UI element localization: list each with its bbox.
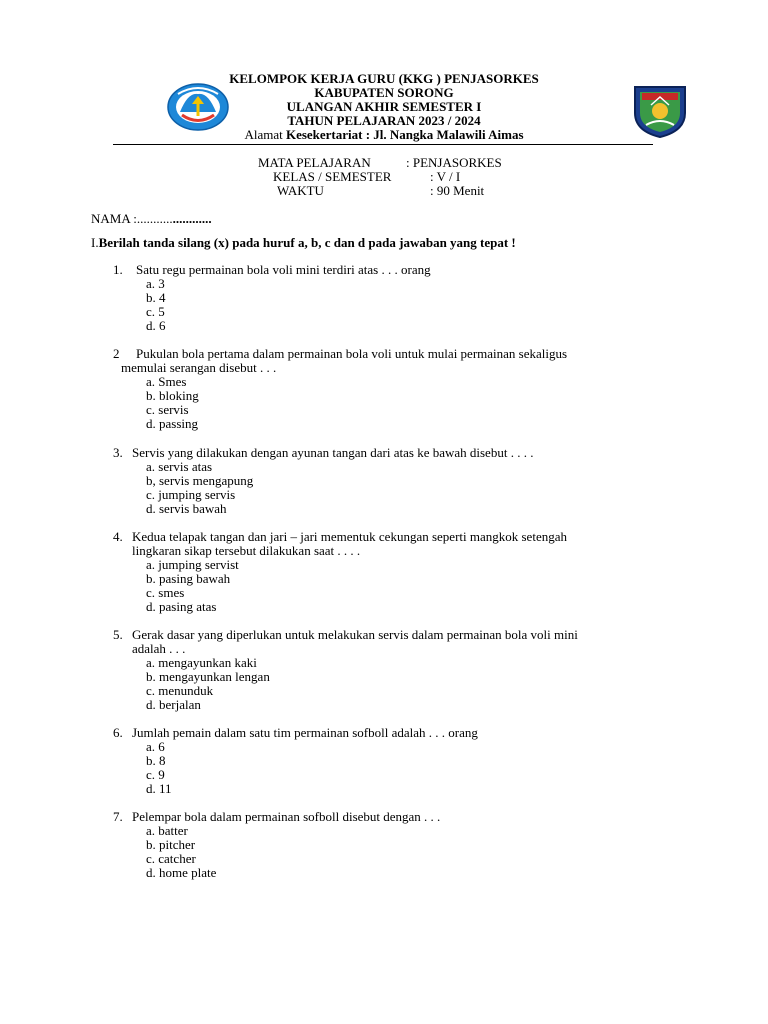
name-dots-bold: ............ (172, 211, 212, 226)
class-label: KELAS / SEMESTER (273, 169, 392, 184)
address-prefix: Alamat (244, 127, 286, 142)
time-value: : 90 Menit (430, 183, 485, 198)
header-regency: KABUPATEN SORONG (314, 85, 454, 100)
subject-label: MATA PELAJARAN (258, 155, 371, 170)
option-b: b. pasing bawah (146, 571, 231, 586)
address-value: Kesekertariat : Jl. Nangka Malawili Aimas (285, 127, 524, 142)
question-text-line-2: lingkaran sikap tersebut dilakukan saat . . . . (132, 543, 361, 558)
option-c: c. 5 (146, 304, 165, 319)
option-a: a. mengayunkan kaki (146, 655, 257, 670)
instruction-prefix: I. (91, 235, 99, 250)
option-d: d. home plate (146, 865, 217, 880)
header-divider (113, 144, 653, 145)
name-dots-light: ........... (136, 211, 173, 226)
option-c: c. 9 (146, 767, 165, 782)
option-b: b. bloking (146, 388, 199, 403)
question-text-line-1: Gerak dasar yang diperlukan untuk melakukan servis dalam permainan bola voli mini (132, 627, 578, 642)
subject-value: : PENJASORKES (406, 155, 502, 170)
question-text: Servis yang dilakukan dengan ayunan tangan dari atas ke bawah disebut . . . . (132, 445, 534, 460)
time-row (277, 184, 497, 198)
option-d: d. pasing atas (146, 599, 217, 614)
question-number: 3. (113, 445, 123, 460)
option-d: d. passing (146, 416, 198, 431)
question-text: Pelempar bola dalam permainan sofboll disebut dengan . . . (132, 809, 441, 824)
question-number: 6. (113, 725, 123, 740)
instruction (91, 236, 516, 250)
option-a: a. jumping servist (146, 557, 239, 572)
option-c: c. catcher (146, 851, 196, 866)
option-c: c. jumping servis (146, 487, 236, 502)
question-number: 5. (113, 627, 123, 642)
option-a: a. Smes (146, 374, 187, 389)
option-c: c. servis (146, 402, 189, 417)
name-field (91, 212, 212, 226)
option-a: a. batter (146, 823, 188, 838)
option-b: b. 8 (146, 753, 166, 768)
question-text-line-1: Kedua telapak tangan dan jari – jari mementuk cekungan seperti mangkok setengah (132, 529, 567, 544)
name-label: NAMA : (91, 211, 137, 226)
question-number: 1. (113, 262, 123, 277)
header-address (0, 128, 768, 142)
option-a: a. 3 (146, 276, 165, 291)
option-c: c. menunduk (146, 683, 214, 698)
header-exam-title: ULANGAN AKHIR SEMESTER I (286, 99, 482, 114)
question-number: 7. (113, 809, 123, 824)
header-group-name: KELOMPOK KERJA GURU (KKG ) PENJASORKES (229, 71, 539, 86)
option-d: d. 11 (146, 781, 172, 796)
time-label: WAKTU (277, 183, 324, 198)
question-text: Jumlah pemain dalam satu tim permainan sofboll adalah . . . orang (132, 725, 478, 740)
option-d: d. 6 (146, 318, 166, 333)
option-b: b. 4 (146, 290, 166, 305)
question-number: 2 (113, 346, 120, 361)
option-c: c. smes (146, 585, 185, 600)
question-text-line-2: memulai serangan disebut . . . (121, 360, 277, 375)
question-text-line-1: Pukulan bola pertama dalam permainan bola voli untuk mulai permainan sekaligus (136, 346, 568, 361)
option-b: b, servis mengapung (146, 473, 254, 488)
header-school-year: TAHUN PELAJARAN 2023 / 2024 (287, 113, 481, 128)
option-a: a. 6 (146, 739, 165, 754)
option-d: d. servis bawah (146, 501, 227, 516)
option-d: d. berjalan (146, 697, 201, 712)
option-a: a. servis atas (146, 459, 213, 474)
question-text-line-2: adalah . . . (132, 641, 186, 656)
class-value: : V / I (430, 169, 461, 184)
class-row (273, 170, 493, 184)
option-b: b. pitcher (146, 837, 196, 852)
question-number: 4. (113, 529, 123, 544)
question-text: Satu regu permainan bola voli mini terdiri atas . . . orang (136, 262, 431, 277)
subject-row (258, 156, 518, 170)
option-b: b. mengayunkan lengan (146, 669, 270, 684)
instruction-text: Berilah tanda silang (x) pada huruf a, b, c dan d pada jawaban yang tepat ! (98, 235, 516, 250)
